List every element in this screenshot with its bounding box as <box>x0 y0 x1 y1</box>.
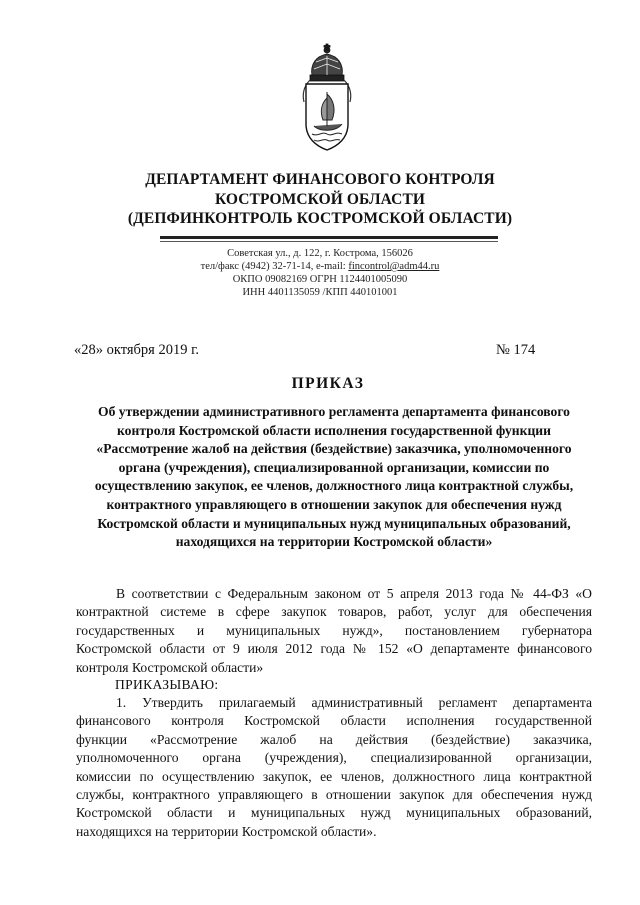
header-divider <box>160 236 498 239</box>
paragraph-item-1 <box>76 694 592 841</box>
text-line: функции «Рассмотрение жалоб на действия (бездействие) заказчика, <box>76 731 592 747</box>
text-line: службы, контрактного управляющего в отношении закупок для обеспечения нужд <box>76 786 592 802</box>
text-line: Костромской области от 9 июля 2012 года № 152 «О департаменте финансового <box>76 641 592 657</box>
document-title: ПРИКАЗ <box>291 375 365 392</box>
department-name: ДЕПАРТАМЕНТ ФИНАНСОВОГО КОНТРОЛЯ <box>145 171 495 188</box>
department-region: КОСТРОМСКОЙ ОБЛАСТИ <box>214 191 426 208</box>
coat-of-arms-icon <box>296 42 358 154</box>
text-line: органа (учреждения), специализированной организации, комиссии по <box>118 459 550 475</box>
text-line: осуществлению закупок, ее членов, должностного лица контрактной службы, <box>94 478 574 494</box>
text-line: находящихся на территории Костромской области». <box>76 823 377 839</box>
text-line: В соответствии с Федеральным законом от 5 апреля 2013 года № 44-ФЗ «О <box>116 586 592 601</box>
text-line: финансового контроля Костромской области исполнения государственной <box>76 713 592 729</box>
text-line: Костромской области и муниципальных нужд муниципальных образований, <box>76 805 592 821</box>
address: Советская ул., д. 122, г. Кострома, 156026 <box>227 248 413 259</box>
text-line: Об утверждении административного регламента департамента финансового <box>98 404 570 419</box>
prikazyvayu-label: ПРИКАЗЫВАЮ: <box>115 677 219 692</box>
text-line: Костромской области и муниципальных нужд муниципальных образований, <box>97 515 571 531</box>
header-divider-thin <box>160 241 498 242</box>
text-line: контрактной системе в сфере закупок товаров, работ, услуг для обеспечения <box>76 604 592 620</box>
inn-kpp: ИНН 4401135059 /КПП 440101001 <box>242 287 398 298</box>
text-line: 1. Утвердить прилагаемый административный регламент департамента <box>116 695 592 710</box>
text-line: уполномоченного органа (учреждения), специализированной организации, <box>76 750 592 766</box>
phone-email-line <box>0 260 640 273</box>
text-line: находящихся на территории Костромской области» <box>175 534 493 550</box>
text-line: «Рассмотрение жалоб на действия (бездействие) заказчика, уполномоченного <box>96 441 572 457</box>
phone: тел/факс (4942) 32-71-14, e-mail: <box>200 261 349 272</box>
order-date: «28» октября 2019 г. <box>74 342 200 358</box>
okpo-ogrn: ОКПО 09082169 ОГРН 1124401005090 <box>232 274 408 285</box>
paragraph-preamble <box>76 585 592 677</box>
text-line: комиссии по осуществлению закупок, ее членов, должностного лица контрактной <box>76 768 592 784</box>
order-subject <box>76 403 592 552</box>
text-line: контрактного управляющего в отношении закупок для обеспечения нужд <box>106 496 562 512</box>
department-short-name: (ДЕПФИНКОНТРОЛЬ КОСТРОМСКОЙ ОБЛАСТИ) <box>127 210 513 227</box>
order-number: № 174 <box>496 342 536 358</box>
text-line: контроля Костромской области исполнения государственной функции <box>117 422 551 438</box>
email-link[interactable]: fincontrol@adm44.ru <box>348 261 440 272</box>
text-line: государственных и муниципальных нужд», постановлением губернатора <box>76 622 592 638</box>
text-line: контроля Костромской области» <box>76 659 264 675</box>
